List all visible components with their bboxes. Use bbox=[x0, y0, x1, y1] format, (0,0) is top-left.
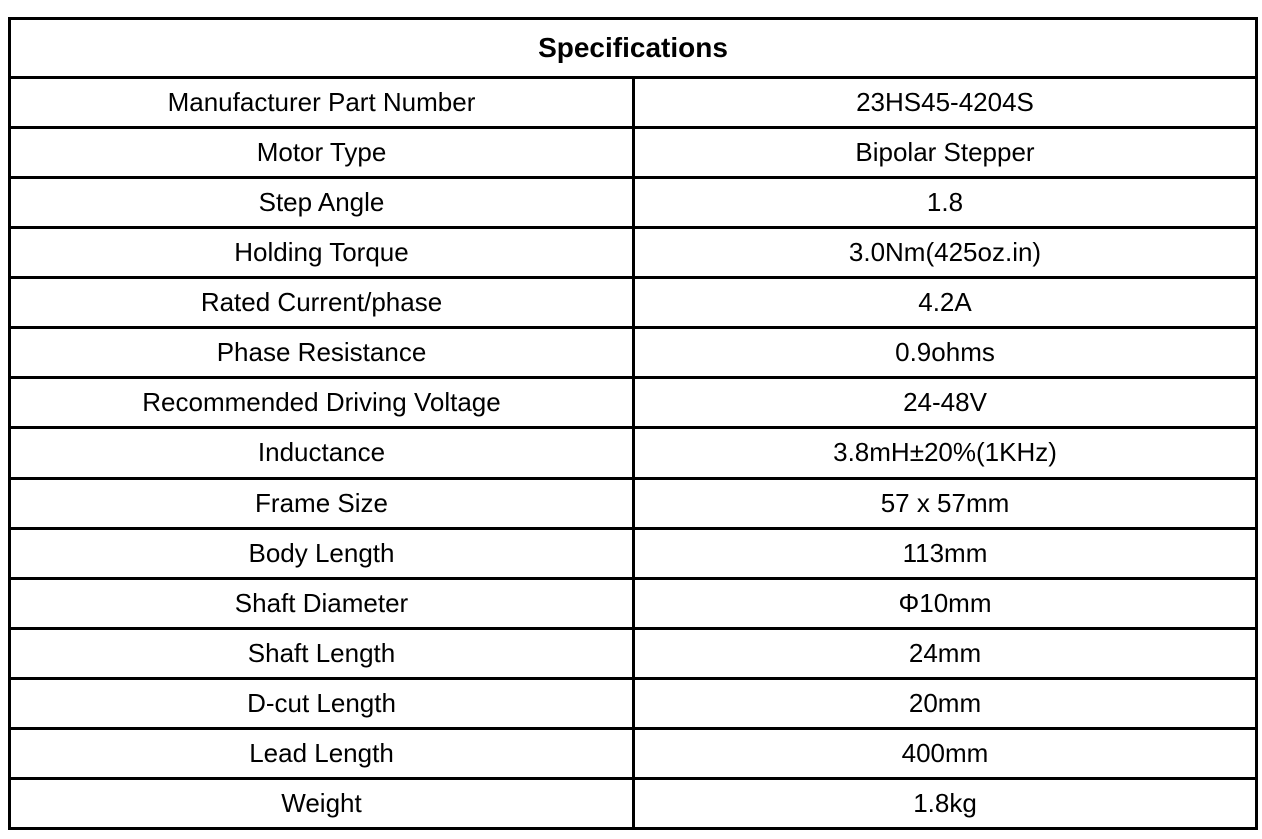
table-row bbox=[10, 178, 1257, 228]
spec-label: Body Length bbox=[10, 528, 634, 578]
spec-value: 113mm bbox=[634, 528, 1257, 578]
spec-label: Motor Type bbox=[10, 128, 634, 178]
spec-label: Rated Current/phase bbox=[10, 278, 634, 328]
spec-value: 24-48V bbox=[634, 378, 1257, 428]
table-row bbox=[10, 578, 1257, 628]
spec-label: Shaft Diameter bbox=[10, 578, 634, 628]
spec-label: Weight bbox=[10, 778, 634, 828]
spec-label: Shaft Length bbox=[10, 628, 634, 678]
spec-value: 57 x 57mm bbox=[634, 478, 1257, 528]
spec-value: 4.2A bbox=[634, 278, 1257, 328]
table-row bbox=[10, 328, 1257, 378]
table-row bbox=[10, 728, 1257, 778]
table-row bbox=[10, 278, 1257, 328]
spec-label: D-cut Length bbox=[10, 678, 634, 728]
table-row bbox=[10, 778, 1257, 828]
spec-label: Inductance bbox=[10, 428, 634, 478]
table-row bbox=[10, 228, 1257, 278]
spec-value: Φ10mm bbox=[634, 578, 1257, 628]
spec-label: Step Angle bbox=[10, 178, 634, 228]
table-header-row bbox=[10, 19, 1257, 78]
spec-value: 0.9ohms bbox=[634, 328, 1257, 378]
table-row bbox=[10, 478, 1257, 528]
table-row bbox=[10, 378, 1257, 428]
table-row bbox=[10, 428, 1257, 478]
table-row bbox=[10, 78, 1257, 128]
spec-label: Frame Size bbox=[10, 478, 634, 528]
spec-value: 24mm bbox=[634, 628, 1257, 678]
table-title: Specifications bbox=[10, 19, 1257, 78]
table-row bbox=[10, 678, 1257, 728]
spec-value: 3.8mH±20%(1KHz) bbox=[634, 428, 1257, 478]
spec-label: Recommended Driving Voltage bbox=[10, 378, 634, 428]
spec-label: Holding Torque bbox=[10, 228, 634, 278]
spec-value: 3.0Nm(425oz.in) bbox=[634, 228, 1257, 278]
spec-value: 20mm bbox=[634, 678, 1257, 728]
table-row bbox=[10, 528, 1257, 578]
table-row bbox=[10, 628, 1257, 678]
spec-value: 400mm bbox=[634, 728, 1257, 778]
spec-label: Manufacturer Part Number bbox=[10, 78, 634, 128]
spec-value: 1.8kg bbox=[634, 778, 1257, 828]
spec-label: Lead Length bbox=[10, 728, 634, 778]
specifications-table bbox=[8, 17, 1258, 830]
spec-value: Bipolar Stepper bbox=[634, 128, 1257, 178]
spec-value: 1.8 bbox=[634, 178, 1257, 228]
spec-label: Phase Resistance bbox=[10, 328, 634, 378]
spec-value: 23HS45-4204S bbox=[634, 78, 1257, 128]
table-row bbox=[10, 128, 1257, 178]
